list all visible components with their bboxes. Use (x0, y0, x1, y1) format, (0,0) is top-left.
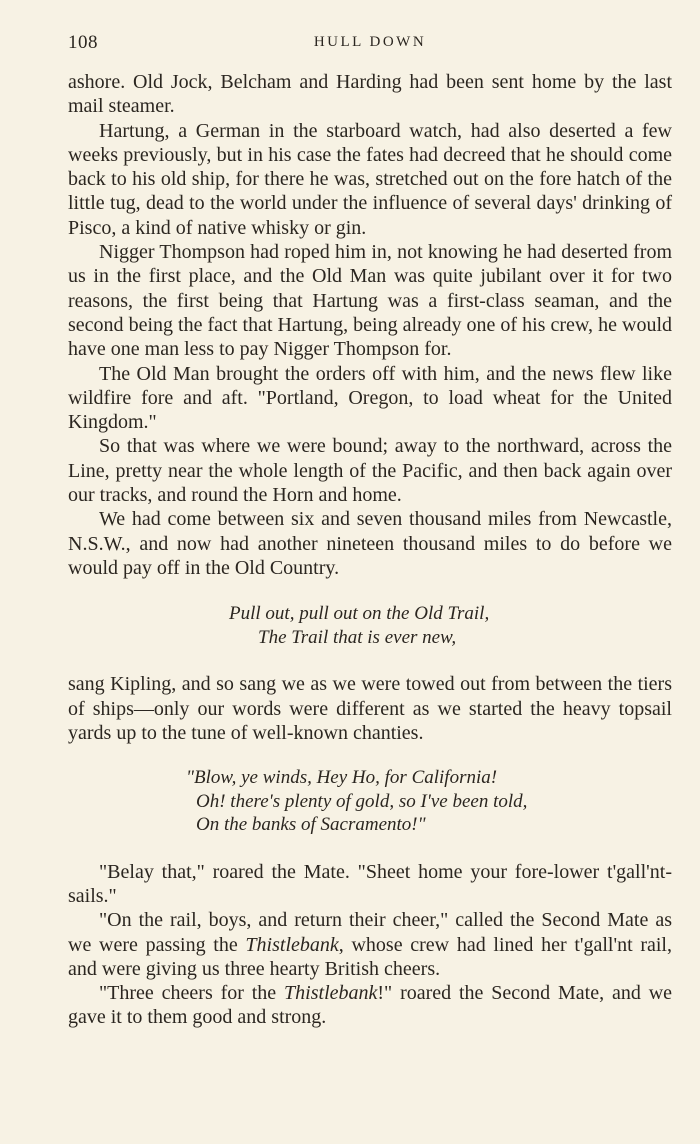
verse-line: The Trail that is ever new, (258, 626, 457, 648)
verse-line: Pull out, pull out on the Old Trail, (229, 603, 490, 625)
running-title: HULL DOWN (313, 34, 427, 50)
body-text (68, 70, 672, 1030)
paragraph-7: sang Kipling, and so sang we as we were towed out from between the tiers of ships—only our words were different as we started the heavy topsail yards up to the tune of well-known chanties. (68, 673, 672, 744)
verse-line: Oh! there's plenty of gold, so I've been told, (196, 790, 528, 812)
verse-line: On the banks of Sacramento!" (196, 814, 426, 836)
ship-name: Thistlebank (245, 933, 339, 956)
paragraph-1: ashore. Old Jock, Belcham and Harding had been sent home by the last mail steamer. (68, 71, 672, 118)
paragraph-9 (68, 908, 672, 981)
paragraph-10 (68, 981, 672, 1030)
paragraph-10-text: !" roared the Second Mate, and we gave it to them good and strong. (68, 982, 673, 1029)
paragraph-9-text: , whose crew had lined her t'gall'nt rail, and were giving us three hearty British cheers. (68, 933, 672, 980)
ship-name: Thistlebank (284, 982, 378, 1005)
page-header (68, 32, 672, 58)
paragraph-8: "Belay that," roared the Mate. "Sheet home your fore-lower t'gall'nt-sails." (68, 860, 672, 907)
verse-quote-kipling (68, 602, 672, 649)
paragraph-4: The Old Man brought the orders off with him, and the news flew like wildfire fore and aft. "Portland, Oregon, to load wheat for the United Kingdom." (68, 362, 672, 434)
paragraph-2: Hartung, a German in the starboard watch, had also deserted a few weeks previously, but in his case the fates had decreed that he should come back to his old ship, for there he was, stretched out on the fore hatch of the little tug, dead to the world under the influence of several days' drinking of Pisco, a kind of native whisky or gin. (68, 119, 672, 239)
verse-quote-chanty (68, 766, 672, 837)
page-number: 108 (68, 32, 98, 53)
paragraph-5: So that was where we were bound; away to the northward, across the Line, pretty near the whole length of the Pacific, and then back again over our tracks, and round the Horn and home. (68, 435, 672, 507)
paragraph-9-text: "On the rail, boys, and return their cheer," called the Second Mate as we were passing the (68, 909, 672, 956)
verse-line: "Blow, ye winds, Hey Ho, for California! (186, 767, 498, 789)
paragraph-6: We had come between six and seven thousand miles from Newcastle, N.S.W., and now had another nineteen thousand miles to do before we would pay off in the Old Country. (68, 508, 672, 579)
paragraph-3: Nigger Thompson had roped him in, not knowing he had deserted from us in the first place, and the Old Man was quite jubilant over it for two reasons, the first being that Hartung was a first-class seaman, and the second being the fact that Hartung, being already one of his crew, he would have one man less to pay Nigger Thompson for. (68, 241, 672, 361)
paragraph-10-text: "Three cheers for the (99, 982, 285, 1005)
